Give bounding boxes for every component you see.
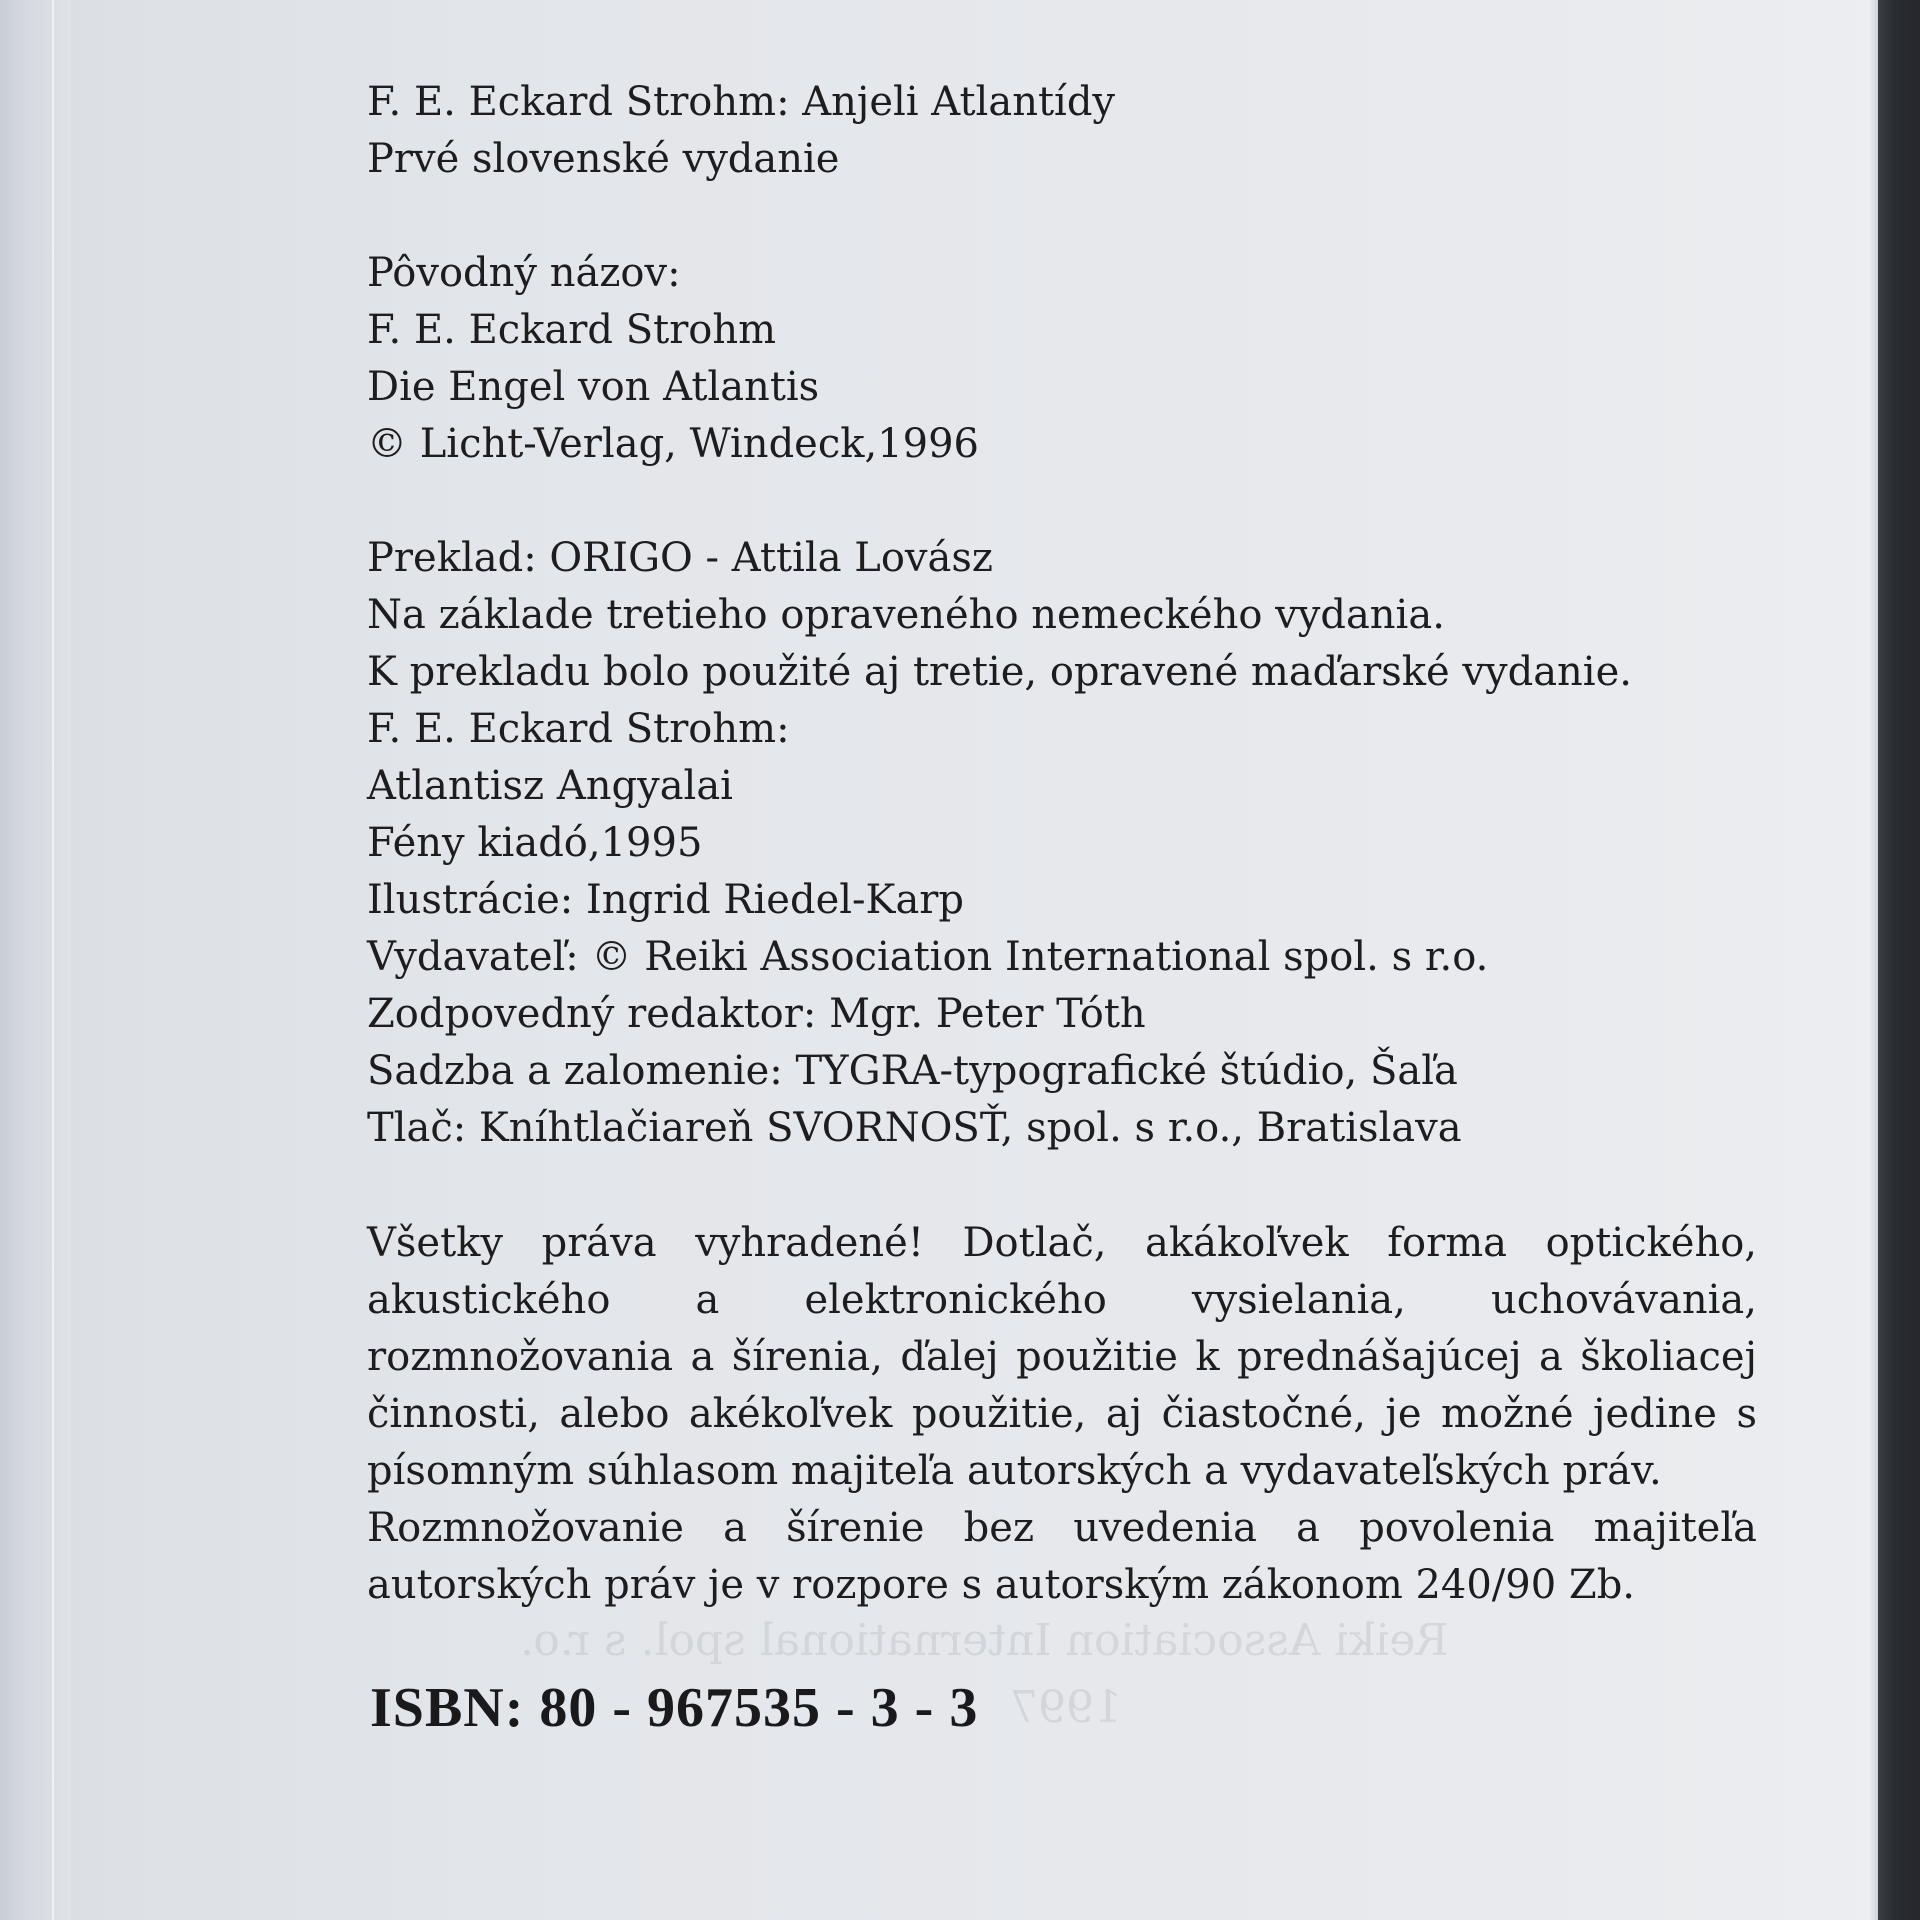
- rights-paragraph-1: Všetky práva vyhradené! Dotlač, akákoľvek forma optického, akustického a elektronického vysielania, uchovávania, rozmnožovania a šírenia, ďalej použitie k prednášajúcej a školiacej činnosti, alebo akékoľvek použitie, aj čiastočné, je možné jedine s písomným súhlasom majiteľa autorských a vydavateľských práv.: [367, 1220, 1757, 1494]
- hungarian-title: Atlantisz Angyalai: [367, 763, 733, 809]
- typesetting-credit: Sadzba a zalomenie: TYGRA-typografické štúdio, Šaľa: [367, 1048, 1458, 1094]
- hungarian-edition-note: K prekladu bolo použité aj tretie, opravené maďarské vydanie.: [367, 649, 1632, 695]
- page-crease: [52, 0, 54, 1920]
- isbn: ISBN: 80 - 967535 - 3 - 3: [370, 1677, 979, 1739]
- spacer: [367, 1157, 1757, 1215]
- editor-credit: Zodpovedný redaktor: Mgr. Peter Tóth: [367, 991, 1146, 1037]
- page-right-edge: [1868, 0, 1878, 1920]
- hungarian-author: F. E. Eckard Strohm:: [367, 706, 790, 752]
- illustrations-credit: Ilustrácie: Ingrid Riedel-Karp: [367, 877, 965, 923]
- translation-basis: Na základe tretieho opraveného nemeckého vydania.: [367, 592, 1445, 638]
- rights-notice: [367, 1215, 1757, 1614]
- hungarian-publisher: Fény kiadó,1995: [367, 820, 703, 866]
- printing-credit: Tlač: Kníhtlačiareň SVORNOSŤ, spol. s r.o., Bratislava: [367, 1105, 1462, 1151]
- rights-paragraph-2: Rozmnožovanie a šírenie bez uvedenia a povolenia majiteľa autorských práv je v rozpore s autorským zákonom 240/90 Zb.: [367, 1505, 1757, 1608]
- show-through-text-1: Reiki Association International spol. s r.o.: [520, 1615, 1449, 1666]
- original-title: Die Engel von Atlantis: [367, 364, 820, 410]
- translation-credit: Preklad: ORIGO - Attila Lovász: [367, 535, 993, 581]
- original-author: F. E. Eckard Strohm: [367, 307, 777, 353]
- original-title-label: Pôvodný názov:: [367, 250, 681, 296]
- spacer: [367, 188, 1757, 245]
- original-copyright: © Licht-Verlag, Windeck,1996: [367, 421, 979, 467]
- book-title-line: F. E. Eckard Strohm: Anjeli Atlantídy: [367, 79, 1116, 125]
- page-left-edge: [0, 0, 70, 1920]
- spacer: [367, 473, 1757, 530]
- show-through-text-2: 1997: [1010, 1682, 1122, 1733]
- publisher-credit: Vydavateľ: © Reiki Association International spol. s r.o.: [367, 934, 1489, 980]
- imprint-text: [367, 74, 1757, 1614]
- book-cover-edge: [1878, 0, 1920, 1920]
- edition-line: Prvé slovenské vydanie: [367, 136, 840, 182]
